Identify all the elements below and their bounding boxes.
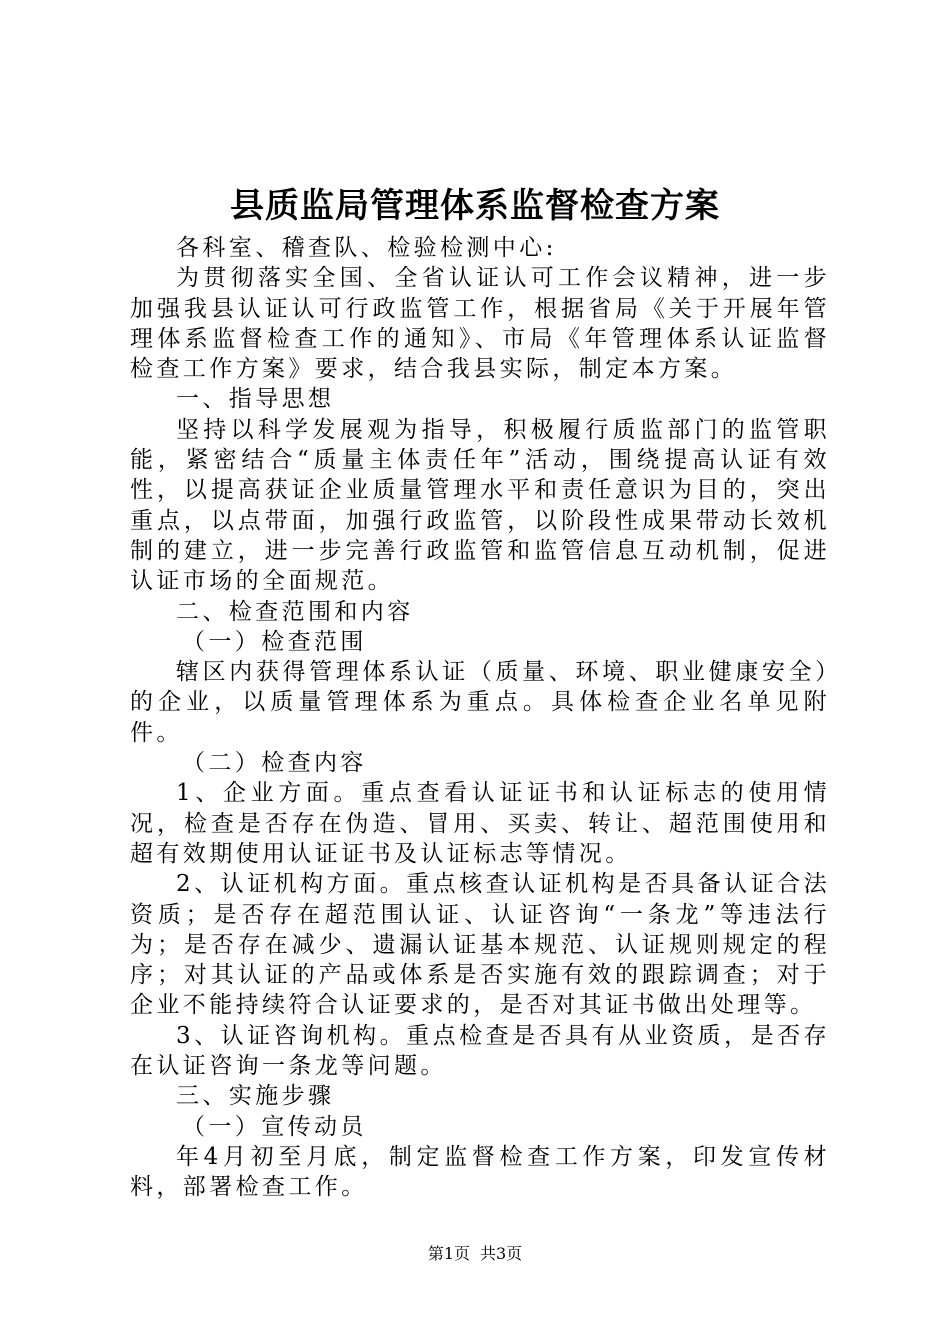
salutation: 各科室、稽查队、检验检测中心: bbox=[176, 235, 557, 261]
body-paragraph: 年4月初至月底，制定监督检查工作方案，印发宣传材料，部署检查工作。 bbox=[130, 1143, 830, 1201]
list-item: 2、认证机构方面。重点核查认证机构是否具备认证合法资质；是否存在超范围认证、认证咨询“一条龙”等违法行为；是否存在减少、遗漏认证基本规范、认证规则规定的程序；对其认证的产品或体系是否实施有效的跟踪调查；对于企业不能持续符合认证要求的，是否对其证书做出处理等。 bbox=[130, 871, 830, 1019]
body-paragraph: 辖区内获得管理体系认证（质量、环境、职业健康安全）的企业，以质量管理体系为重点。具体检查企业名单见附件。 bbox=[130, 659, 830, 746]
list-item: 3、认证咨询机构。重点检查是否具有从业资质，是否存在认证咨询一条龙等问题。 bbox=[130, 1022, 830, 1080]
list-item: 1、企业方面。重点查看认证证书和认证标志的使用情况，检查是否存在伪造、冒用、买卖、转让、超范围使用和超有效期使用认证证书及认证标志等情况。 bbox=[130, 780, 830, 867]
body-paragraph: 坚持以科学发展观为指导，积极履行质监部门的监管职能，紧密结合“质量主体责任年”活动，围绕提高认证有效性，以提高获证企业质量管理水平和责任意识为目的，突出重点，以点带面，加强行政监管，以阶段性成果带动长效机制的建立，进一步完善行政监管和监管信息互动机制，促进认证市场的全面规范。 bbox=[130, 416, 830, 595]
document-title: 县质监局管理体系监督检查方案 bbox=[230, 186, 720, 226]
section-heading: 二、检查范围和内容 bbox=[176, 598, 414, 625]
subsection-heading: （一）检查范围 bbox=[182, 628, 367, 655]
page-number: 第1页 bbox=[427, 1244, 470, 1263]
intro-paragraph: 为贯彻落实全国、全省认证认可工作会议精神，进一步加强我县认证认可行政监管工作，根据省局《关于开展年管理体系监督检查工作的通知》、市局《年管理体系认证监督检查工作方案》要求，结合我县实际，制定本方案。 bbox=[130, 265, 830, 383]
document-body bbox=[130, 233, 830, 1203]
subsection-heading: （二）检查内容 bbox=[182, 750, 367, 777]
subsection-heading: （一）宣传动员 bbox=[182, 1113, 367, 1140]
page-footer bbox=[0, 1242, 950, 1266]
section-heading: 一、指导思想 bbox=[176, 386, 335, 413]
page-total: 共3页 bbox=[480, 1244, 523, 1263]
section-heading: 三、实施步骤 bbox=[176, 1083, 335, 1110]
